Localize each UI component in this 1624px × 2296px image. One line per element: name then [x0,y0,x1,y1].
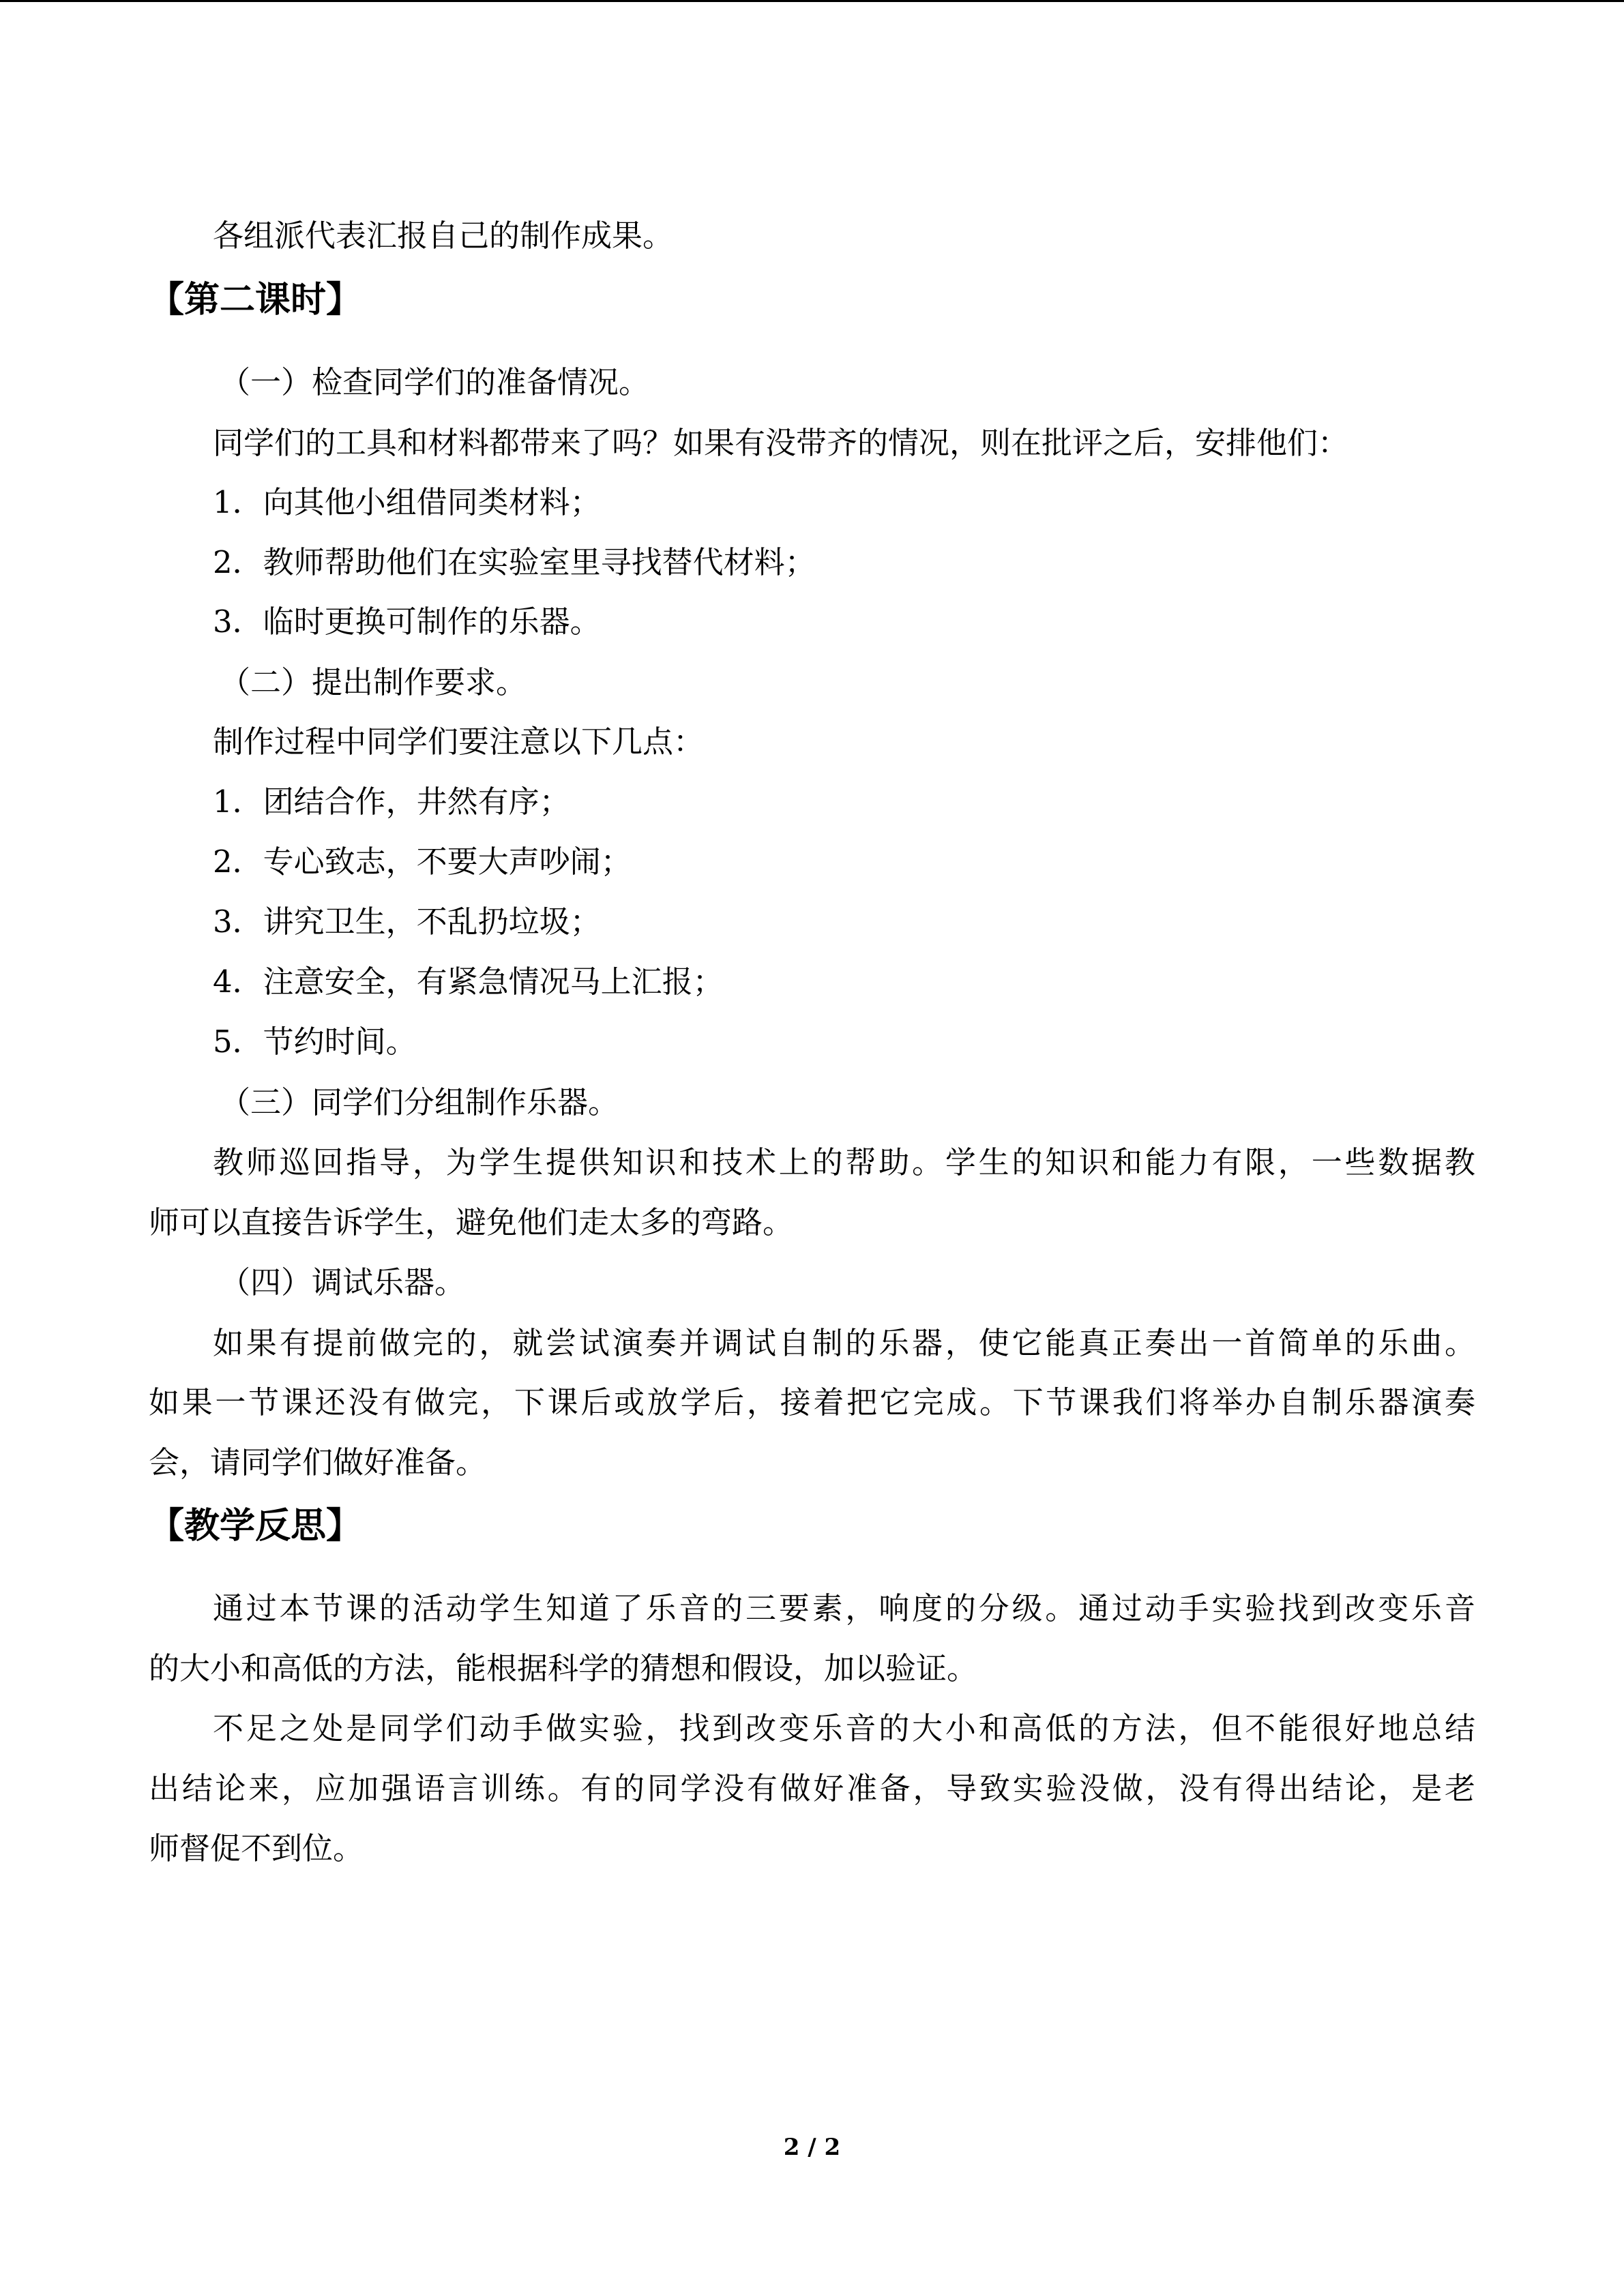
list-item: 5．节约时间。 [213,1024,417,1060]
list-item: 2．教师帮助他们在实验室里寻找替代材料； [213,544,816,580]
list-item: 3．讲究卫生，不乱扔垃圾； [213,904,601,940]
paragraph-line: 的大小和高低的方法，能根据科学的猜想和假设，加以验证。 [149,1650,978,1686]
list-item: 3．临时更换可制作的乐器。 [213,603,601,640]
list-item: 2．专心致志，不要大声吵闹； [213,844,632,880]
list-item: 4．注意安全，有紧急情况马上汇报； [213,964,724,1000]
section-heading-second-lesson: 【第二课时】 [149,279,362,320]
top-border-line [0,0,1624,2]
paragraph-line: 不足之处是同学们动手做实验，找到改变乐音的大小和高低的方法，但不能很好地总结 [213,1710,1475,1746]
paragraph-line: 会，请同学们做好准备。 [149,1444,487,1480]
subsection-heading: （三）同学们分组制作乐器。 [220,1084,619,1120]
subsection-heading: （一）检查同学们的准备情况。 [220,364,650,400]
paragraph-line: 同学们的工具和材料都带来了吗？如果有没带齐的情况，则在批评之后，安排他们： [213,425,1349,461]
paragraph-line: 通过本节课的活动学生知道了乐音的三要素，响度的分级。通过动手实验找到改变乐音 [213,1590,1475,1626]
paragraph-line: 教师巡回指导，为学生提供知识和技术上的帮助。学生的知识和能力有限，一些数据教 [213,1144,1475,1180]
page-number: 2 / 2 [783,2134,841,2161]
section-heading-teaching-reflection: 【教学反思】 [149,1505,362,1547]
subsection-heading: （二）提出制作要求。 [220,664,527,700]
list-item: 1．向其他小组借同类材料； [213,484,601,520]
paragraph-line: 出结论来，应加强语言训练。有的同学没有做好准备，导致实验没做，没有得出结论，是老 [149,1770,1475,1806]
paragraph-line: 师可以直接告诉学生，避免他们走太多的弯路。 [149,1204,794,1240]
list-item: 1．团结合作，井然有序； [213,784,570,820]
paragraph-line: 如果一节课还没有做完，下课后或放学后，接着把它完成。下节课我们将举办自制乐器演奏 [149,1384,1475,1420]
paragraph-line: 制作过程中同学们要注意以下几点： [213,724,705,760]
paragraph-line: 各组派代表汇报自己的制作成果。 [213,218,674,254]
paragraph-line: 师督促不到位。 [149,1830,364,1866]
paragraph-line: 如果有提前做完的，就尝试演奏并调试自制的乐器，使它能真正奏出一首简单的乐曲。 [213,1325,1475,1361]
subsection-heading: （四）调试乐器。 [220,1264,466,1300]
